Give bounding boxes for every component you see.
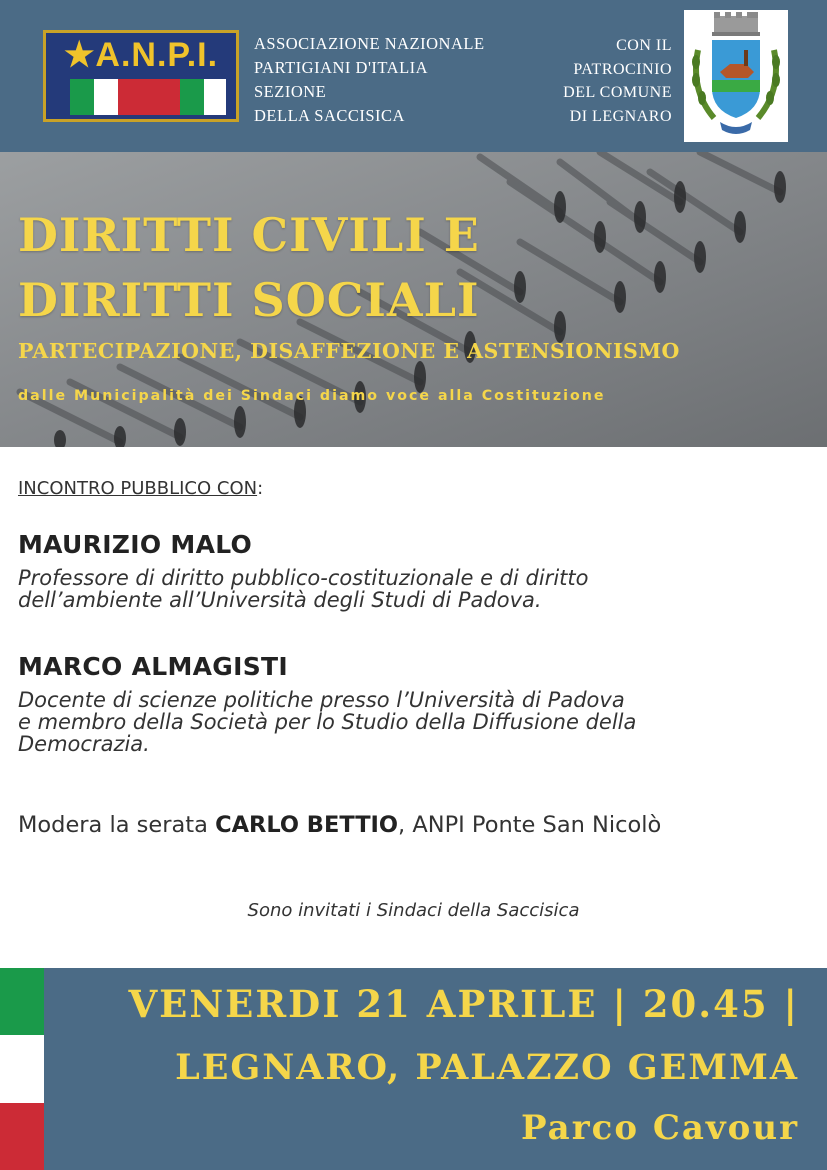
speaker-2-desc-line-1: Docente di scienze politiche presso l’Università di Padova bbox=[18, 688, 625, 712]
speaker-1-desc-line-2: dell’ambiente all’Università degli Studi di Padova. bbox=[18, 588, 542, 612]
public-meeting-colon: : bbox=[257, 478, 264, 499]
anpi-logo-inner bbox=[46, 33, 236, 119]
patronage-line-2: PATROCINIO bbox=[573, 60, 672, 78]
event-title-line-1: DIRITTI CIVILI E bbox=[18, 208, 480, 262]
speaker-1-description bbox=[18, 567, 818, 611]
org-line-1: ASSOCIAZIONE NAZIONALE bbox=[254, 34, 485, 53]
organization-name bbox=[254, 32, 485, 128]
flag-red bbox=[0, 1103, 44, 1170]
hero-banner bbox=[0, 152, 827, 447]
municipal-crest-icon bbox=[684, 10, 788, 142]
patronage-line-3: DEL COMUNE bbox=[563, 84, 672, 101]
patronage-text bbox=[540, 34, 672, 128]
event-tagline: dalle Municipalità dei Sindaci diamo voce alla Costituzione bbox=[18, 388, 606, 404]
moderator-name: CARLO BETTIO bbox=[215, 812, 399, 838]
org-line-3: SEZIONE bbox=[254, 82, 327, 101]
speaker-1-desc-line-1: Professore di diritto pubblico-costituzionale e di diritto bbox=[18, 566, 589, 590]
moderator-suffix: , ANPI Ponte San Nicolò bbox=[398, 812, 662, 838]
speaker-2-name: MARCO ALMAGISTI bbox=[18, 652, 288, 681]
footer-bar bbox=[0, 968, 827, 1170]
org-line-2: PARTIGIANI D'ITALIA bbox=[254, 58, 429, 77]
anpi-logo-letters: A.N.P.I. bbox=[95, 36, 219, 74]
italian-flag-icon bbox=[56, 79, 226, 115]
header-bar bbox=[0, 0, 827, 152]
event-subtitle: PARTECIPAZIONE, DISAFFEZIONE E ASTENSIONISMO bbox=[18, 339, 680, 363]
italian-flag-stripe-icon bbox=[0, 968, 44, 1170]
public-meeting-heading bbox=[18, 478, 263, 499]
invited-mayors-note: Sono invitati i Sindaci della Saccisica bbox=[247, 900, 580, 921]
legnaro-crest bbox=[684, 10, 788, 142]
star-icon: ★ bbox=[63, 36, 96, 74]
speaker-1-name: MAURIZIO MALO bbox=[18, 530, 253, 559]
event-date-time: VENERDI 21 APRILE | 20.45 | bbox=[128, 982, 799, 1026]
event-location: Parco Cavour bbox=[521, 1108, 799, 1148]
moderator-prefix: Modera la serata bbox=[18, 812, 216, 838]
anpi-logo-text bbox=[46, 35, 236, 75]
public-meeting-label: INCONTRO PUBBLICO CON bbox=[18, 478, 258, 499]
flag-white bbox=[0, 1035, 44, 1102]
patronage-line-4: DI LEGNARO bbox=[569, 107, 672, 125]
event-venue: LEGNARO, PALAZZO GEMMA bbox=[175, 1047, 799, 1088]
speaker-2-desc-line-3: Democrazia. bbox=[18, 732, 150, 756]
patronage-line-1: CON IL bbox=[616, 37, 672, 54]
speaker-2-description bbox=[18, 689, 818, 755]
anpi-logo bbox=[43, 30, 239, 122]
flag-green bbox=[0, 968, 44, 1035]
speaker-2-desc-line-2: e membro della Società per lo Studio della Diffusione della bbox=[18, 710, 637, 734]
org-line-4: DELLA SACCISICA bbox=[254, 106, 405, 125]
moderator-line bbox=[18, 812, 661, 838]
event-title-line-2: DIRITTI SOCIALI bbox=[18, 273, 480, 327]
